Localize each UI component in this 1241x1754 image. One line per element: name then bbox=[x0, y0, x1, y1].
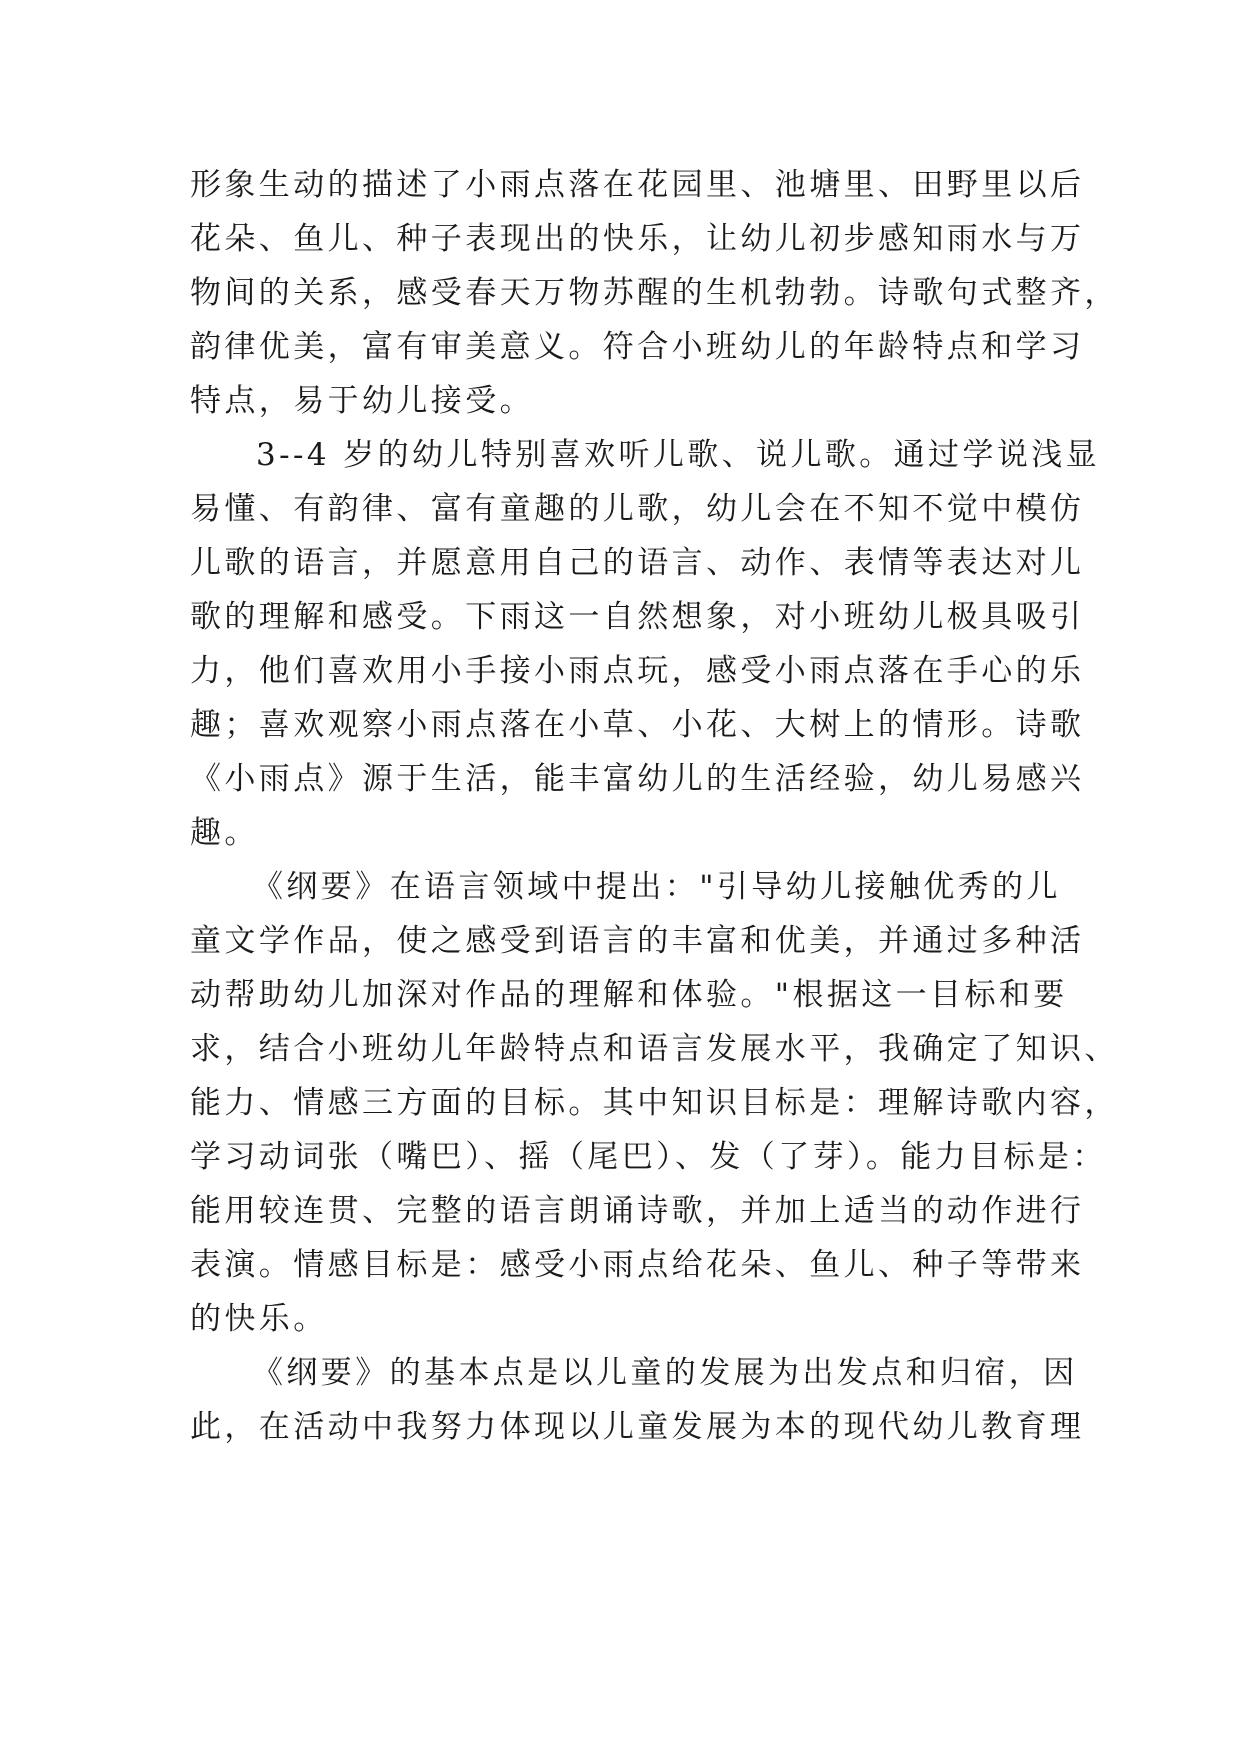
text-line: 力，他们喜欢用小手接小雨点玩，感受小雨点落在手心的乐 bbox=[190, 653, 1085, 689]
text-line: 趣；喜欢观察小雨点落在小草、小花、大树上的情形。诗歌 bbox=[190, 707, 1085, 743]
text-line: 《小雨点》源于生活，能丰富幼儿的生活经验，幼儿易感兴 bbox=[190, 761, 1085, 797]
paragraph-first-line: 3--4 岁的幼儿特别喜欢听儿歌、说儿歌。通过学说浅显 bbox=[256, 437, 1101, 473]
text-line: 表演。情感目标是：感受小雨点给花朵、鱼儿、种子等带来 bbox=[190, 1247, 1085, 1283]
text-line: 学习动词张（嘴巴）、摇（尾巴）、发（了芽）。能力目标是： bbox=[190, 1139, 1107, 1175]
text-line: 童文学作品，使之感受到语言的丰富和优美，并通过多种活 bbox=[190, 923, 1085, 959]
text-line: 形象生动的描述了小雨点落在花园里、池塘里、田野里以后 bbox=[190, 167, 1085, 203]
paragraph-first-line: 《纲要》在语言领域中提出："引导幼儿接触优秀的儿 bbox=[252, 869, 1061, 905]
text-line: 此，在活动中我努力体现以儿童发展为本的现代幼儿教育理 bbox=[190, 1409, 1085, 1445]
text-line: 能力、情感三方面的目标。其中知识目标是：理解诗歌内容， bbox=[190, 1085, 1119, 1121]
text-line: 的快乐。 bbox=[190, 1301, 328, 1337]
text-line: 趣。 bbox=[190, 815, 259, 851]
text-line: 歌的理解和感受。下雨这一自然想象，对小班幼儿极具吸引 bbox=[190, 599, 1085, 635]
text-line: 易懂、有韵律、富有童趣的儿歌，幼儿会在不知不觉中模仿 bbox=[190, 491, 1085, 527]
text-line: 求，结合小班幼儿年龄特点和语言发展水平，我确定了知识、 bbox=[190, 1031, 1119, 1067]
text-line: 能用较连贯、完整的语言朗诵诗歌，并加上适当的动作进行 bbox=[190, 1193, 1085, 1229]
text-line: 物间的关系，感受春天万物苏醒的生机勃勃。诗歌句式整齐， bbox=[190, 275, 1119, 311]
text-line: 动帮助幼儿加深对作品的理解和体验。"根据这一目标和要 bbox=[190, 977, 1068, 1013]
document-body bbox=[190, 158, 1119, 1454]
text-line: 花朵、鱼儿、种子表现出的快乐，让幼儿初步感知雨水与万 bbox=[190, 221, 1085, 257]
text-line: 韵律优美，富有审美意义。符合小班幼儿的年龄特点和学习 bbox=[190, 329, 1085, 365]
text-line: 特点，易于幼儿接受。 bbox=[190, 383, 534, 419]
text-line: 儿歌的语言，并愿意用自己的语言、动作、表情等表达对儿 bbox=[190, 545, 1085, 581]
paragraph-first-line: 《纲要》的基本点是以儿童的发展为出发点和归宿，因 bbox=[252, 1355, 1078, 1391]
